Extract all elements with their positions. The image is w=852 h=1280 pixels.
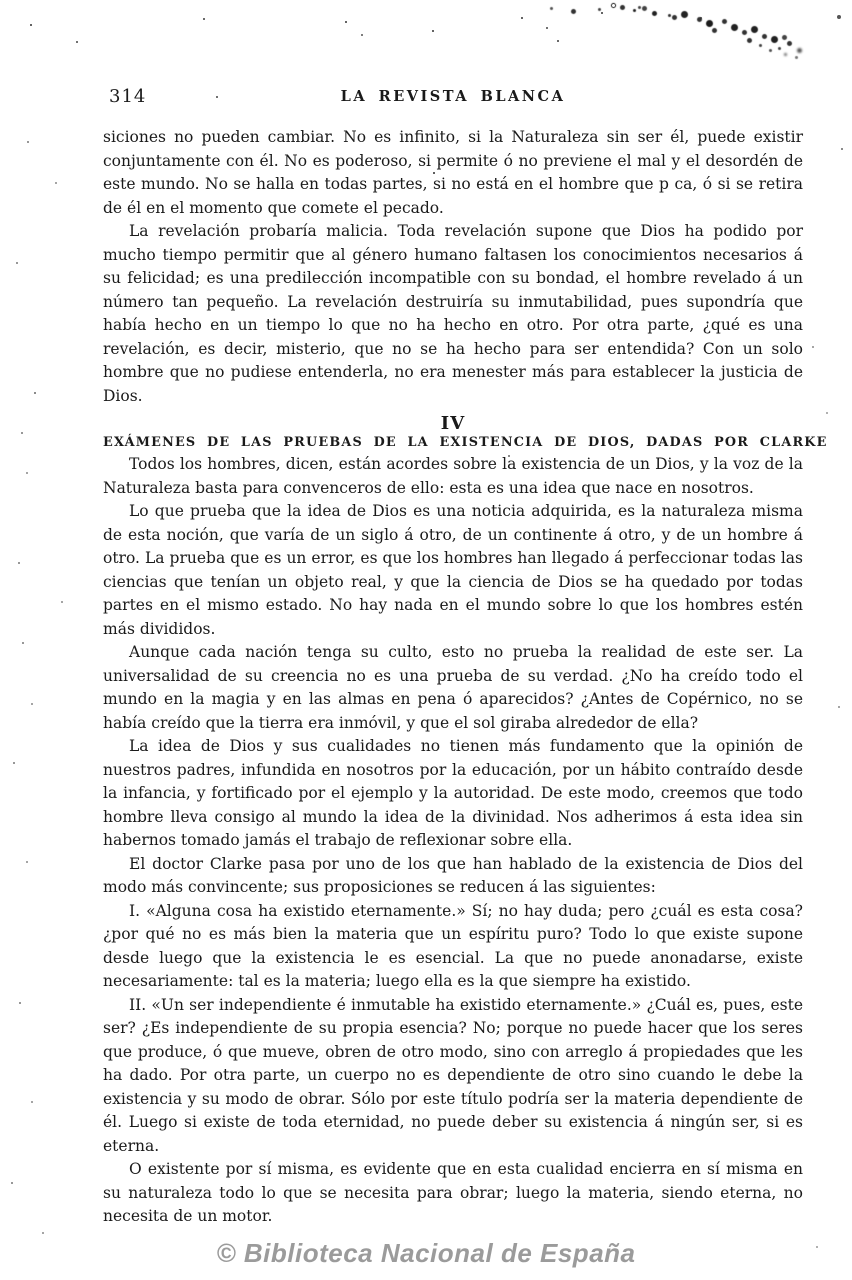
- paragraph: O existente por sí misma, es evidente que en esta cualidad encierra en sí misma en su naturaleza todo lo que se necesita para obrar; luego la materia, siendo eterna, no necesita de un motor.: [103, 1160, 803, 1225]
- text-column: [103, 126, 828, 1229]
- paragraph: Aunque cada nación tenga su culto, esto no prueba la realidad de este ser. La universalidad de su creencia no es una prueba de su verdad. ¿No ha creído todo el mundo en la magia y en las almas en pena ó aparecidos? ¿Antes de Copérnico, no se había creído que la tierra era inmóvil, y que el sol giraba alrededor de ella?: [103, 643, 803, 732]
- paragraph: La idea de Dios y sus cualidades no tienen más fundamento que la opinión de nuestros padres, infundida en nosotros por la educación, por un hábito contraído desde la infancia, y fortificado por el ejemplo y la autoridad. De este modo, creemos que todo hombre lleva consigo al mundo la idea de la divinidad. Nos adherimos á esta idea sin habernos tomado jamás el trabajo de reflexionar sobre ella.: [103, 737, 803, 849]
- section-heading: EXÁMENES DE LAS PRUEBAS DE LA EXISTENCIA DE DIOS, DADAS POR CLARKE: [103, 435, 828, 450]
- section-number: IV: [440, 413, 466, 434]
- journal-title: LA REVISTA BLANCA: [340, 88, 566, 105]
- paragraph-proposition-2: II. «Un ser independiente é inmutable ha existido eternamente.» ¿Cuál es, pues, este ser? ¿Es independiente de su propia esencia? No; porque no puede hacer que los seres que produce, ó que mueve, obren de otro modo, sino con arreglo á propiedades que les ha dado. Por otra parte, un cuerpo no es dependiente de otro sino cuando le debe la existencia y su modo de obrar. Sólo por este título podría ser la materia dependiente de él. Luego si existe de toda eternidad, no puede deber su existencia á ningún ser, si es eterna.: [103, 995, 803, 1155]
- paragraph: El doctor Clarke pasa por uno de los que han hablado de la existencia de Dios del modo más convincente; sus proposiciones se reducen á las siguientes:: [103, 854, 803, 896]
- paragraph-continuation: siciones no pueden cambiar. No es infinito, si la Naturaleza sin ser él, puede existir conjuntamente con él. No es poderoso, si permite ó no previene el mal y el desordén de este mundo. No se halla en todas partes, si no está en el hombre que p ca, ó si se retira de él en el momento que comete el pecado.: [103, 128, 803, 217]
- page-number: 314: [109, 86, 147, 107]
- page-header: [103, 86, 803, 110]
- paragraph: La revelación probaría malicia. Toda revelación supone que Dios ha podido por mucho tiempo permitir que al género humano faltasen los conocimientos necesarios á su felicidad; es una predilección incompatible con su bondad, el hombre revelado á un número tan pequeño. La revelación destruiría su inmutabilidad, pues supondría que había hecho en un tiempo lo que no ha hecho en otro. Por otra parte, ¿qué es una revelación, es decir, misterio, que no se ha hecho para ser entendida? Con un solo hombre que no pudiese entenderla, no era menester más para establecer la justicia de Dios.: [103, 222, 803, 405]
- paragraph-proposition-1: I. «Alguna cosa ha existido eternamente.» Sí; no hay duda; pero ¿cuál es esta cosa? ¿por qué no es más bien la materia que un espíritu puro? Todo lo que existe supone desde luego que la existencia le es esencial. La que no puede anonadarse, existe necesariamente: tal es la materia; luego ella es la que siempre ha existido.: [103, 901, 803, 990]
- watermark: © Biblioteca Nacional de España: [216, 1238, 636, 1268]
- paragraph: Todos los hombres, dicen, están acordes sobre la existencia de un Dios, y la voz de la Naturaleza basta para convenceros de ello: esta es una idea que nace en nosotros.: [103, 455, 803, 497]
- scan-smudge-streak: [612, 4, 615, 7]
- scan-noise-speckles: [0, 0, 2, 2]
- paragraph: Lo que prueba que la idea de Dios es una noticia adquirida, es la naturaleza misma de esta noción, que varía de un siglo á otro, de un continente á otro, y de un hombre á otro. La prueba que es un error, es que los hombres han llegado á perfeccionar todas las ciencias que tenían un objeto real, y que la ciencia de Dios se ha quedado por todas partes en el mismo estado. No hay nada en el mundo sobre lo que los hombres estén más divididos.: [103, 502, 803, 638]
